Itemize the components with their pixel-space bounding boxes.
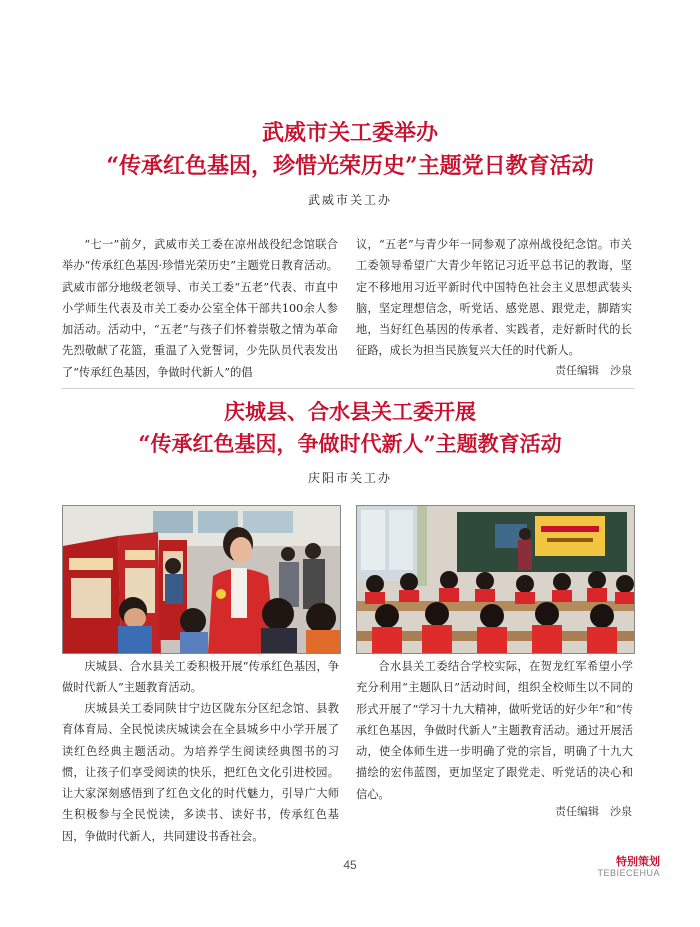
article1-title-line1: 武威市关工委举办 [261,120,438,146]
article2-title-line1: 庆城县、合水县关工委开展 [224,399,476,424]
article1-column-right: 议，“五老”与青少年一同参观了凉州战役纪念馆。市关工委领导希望广大青少年铭记习近平总书记的教诲，坚定不移地用习近平新时代中国特色社会主义思想武装头脑，坚定理想信念，听党话、感党恩、跟党走，脚踏实地，当好红色基因的传承者、实践者，走好新时代的长征路，成长为担当民族复兴大任的时代新人。 [356,238,632,358]
section-label-pinyin: TEBIECEHUA [597,868,660,878]
page-number: 45 [343,858,357,872]
article1-column-left: “七一”前夕，武威市关工委在凉州战役纪念馆联合举办“传承红色基因·珍惜光荣历史”主题党日教育活动。武威市部分地级老领导、市关工委“五老”代表、市直中小学师生代表及市关工委办公室全体干部共100余人参加活动。活动中，“五老”与孩子们怀着崇敬之情为革命先烈敬献了花篮，重温了入党誓词，少先队员代表发出了“传承红色基因，争做时代新人”的倡 [62,238,338,379]
article2-body-right: 合水县关工委结合学校实际，在贺龙红军希望小学充分利用“主题队日”活动时间，组织全校师生以不同的形式开展了“学习十九大精神，做听党话的好少年”和“传承红色基因，争做时代新人”主题教育活动。通过开展活动，使全体师生进一步明确了党的宗旨，明确了十九大描绘的宏伟蓝图，更加坚定了跟党走、听党话的决心和信心。 [356,660,633,801]
article2-editor: 责任编辑 沙泉 [555,805,632,818]
article1-editor: 责任编辑 沙泉 [555,364,632,377]
photo-exhibition-reading [62,505,341,654]
section-divider [62,388,634,389]
article2-body-left: 庆城县关工委同陕甘宁边区陇东分区纪念馆、县教育体育局、全民悦读庆城读会在全县城乡中小学开展了读红色经典主题活动。为培养学生阅读经典图书的习惯，让孩子们享受阅读的快乐，把红色文化引进校园。让大家深刻感悟到了红色文化的时代魅力，引导广大师生积极参与全民悦读，多读书、读好书，传承红色基因，争做时代新人，共同建设书香社会。 [62,702,339,843]
section-label: 特别策划 [616,855,660,868]
photo-classroom-activity [356,505,635,654]
article1-title-line2: “传承红色基因，珍惜光荣历史”主题党日教育活动 [106,153,594,179]
article1-author: 武威市关工办 [307,193,392,207]
article2-author: 庆阳市关工办 [307,471,392,485]
photo-caption: 庆城县、合水县关工委积极开展“传承红色基因，争做时代新人”主题教育活动。 [62,660,339,695]
article2-title-line2: “传承红色基因，争做时代新人”主题教育活动 [138,431,562,456]
